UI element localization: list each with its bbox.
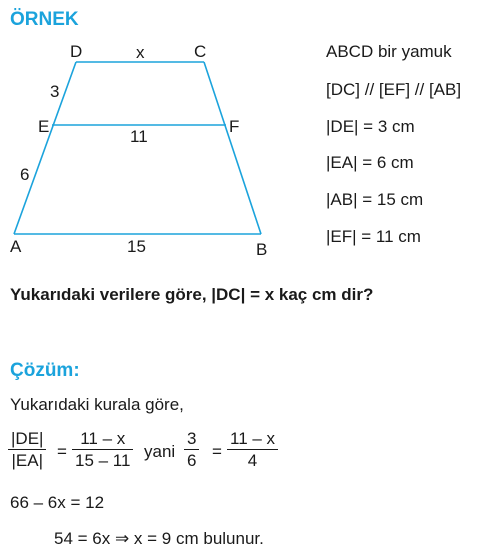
vertex-a-label: A (10, 237, 22, 256)
vertex-c-label: C (194, 42, 207, 61)
vertex-d-label: D (70, 42, 83, 61)
fraction-numerator: 3 (187, 429, 197, 448)
vertex-e-label: E (38, 117, 50, 136)
equals-sign: = (57, 442, 67, 461)
vertex-f-label: F (229, 117, 240, 136)
fraction-denominator: 4 (247, 451, 258, 471)
fraction-11x-4 (227, 428, 278, 471)
given-item: |EF| = 11 cm (326, 227, 421, 246)
dc-length-label: x (136, 43, 145, 62)
yani-word: yani (144, 442, 176, 461)
solution-step-2: 54 = 6x ⇒ x = 9 cm bulunur. (54, 529, 264, 548)
fraction-de-ea (8, 428, 46, 471)
solution-heading: Çözüm: (10, 360, 80, 381)
fraction-numerator: 11 – x (80, 429, 126, 448)
given-item: |EA| = 6 cm (326, 153, 414, 172)
de-length-label: 3 (50, 82, 60, 101)
fraction-denominator: 15 – 11 (75, 451, 131, 471)
fraction-denominator: 6 (187, 451, 197, 471)
given-item: ABCD bir yamuk (326, 42, 452, 61)
side-da (14, 62, 76, 234)
fraction-denominator: |EA| (11, 451, 43, 471)
question-text: Yukarıdaki verilere göre, |DC| = x kaç cm dir? (10, 285, 374, 304)
given-item: |DE| = 3 cm (326, 117, 415, 136)
side-cb (204, 62, 261, 234)
vertex-b-label: B (256, 240, 268, 259)
given-item: [DC] // [EF] // [AB] (326, 80, 462, 99)
fraction-3-6 (184, 428, 199, 471)
solution-intro: Yukarıdaki kurala göre, (10, 395, 184, 414)
example-heading: ÖRNEK (10, 9, 79, 30)
fraction-numerator: 11 – x (230, 429, 276, 448)
solution-step-1: 66 – 6x = 12 (10, 493, 105, 512)
fraction-11x-15-11 (72, 428, 133, 471)
ea-length-label: 6 (20, 165, 30, 184)
ab-length-label: 15 (127, 237, 146, 256)
given-item: |AB| = 15 cm (326, 190, 424, 209)
fraction-numerator: |DE| (11, 429, 44, 448)
ef-length-label: 11 (130, 127, 148, 146)
equals-sign: = (212, 442, 222, 461)
trapezoid-figure (0, 0, 300, 270)
